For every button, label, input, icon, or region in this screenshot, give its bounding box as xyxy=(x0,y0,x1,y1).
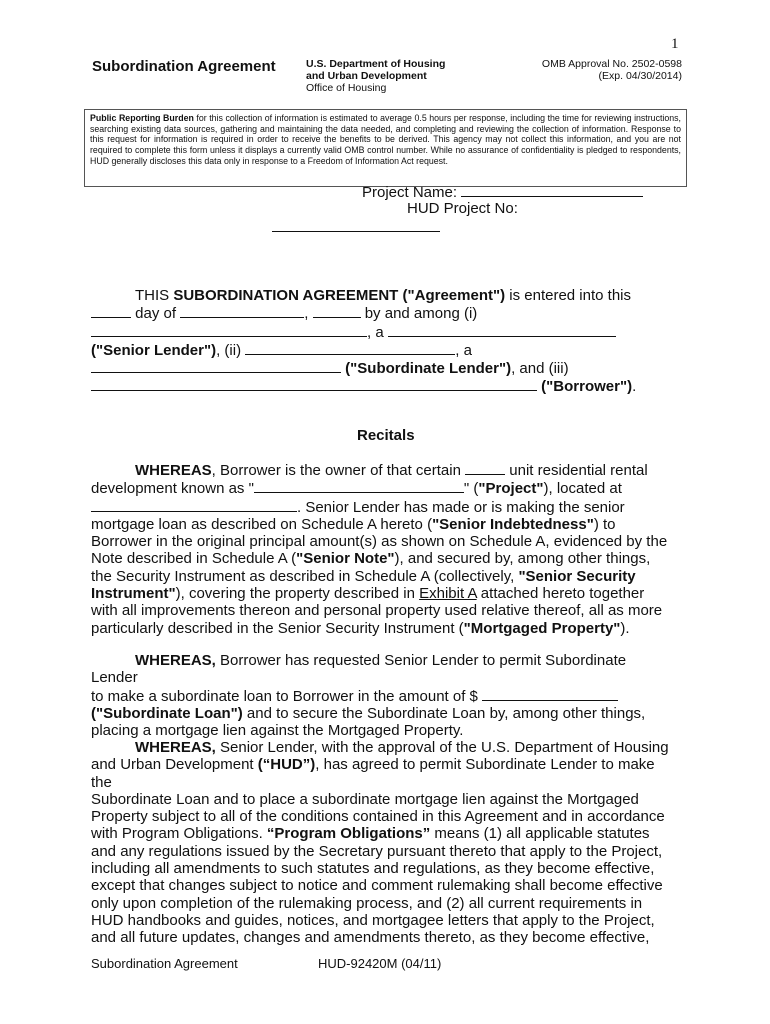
page-number: 1 xyxy=(671,36,679,52)
subordinate-loan-definition: ("Subordinate Loan") xyxy=(91,704,243,722)
development-name-field[interactable] xyxy=(254,479,464,493)
senior-lender-name-field[interactable] xyxy=(91,323,367,337)
mortgaged-property-definition: "Mortgaged Property" xyxy=(463,619,621,637)
dept-line-2: and Urban Development xyxy=(306,70,427,82)
senior-lender-entity-field[interactable] xyxy=(388,323,616,337)
senior-note-definition: "Senior Note" xyxy=(296,550,395,568)
whereas-2: WHEREAS, xyxy=(135,652,216,669)
omb-expiration: (Exp. 04/30/2014) xyxy=(598,70,682,82)
program-obligations-definition: “Program Obligations” xyxy=(266,825,431,843)
month-field[interactable] xyxy=(180,304,304,318)
intro-line-5: ("Subordinate Lender"), and (iii) xyxy=(91,359,651,377)
burden-label: Public Reporting Burden xyxy=(90,113,194,123)
senior-indebtedness-definition: "Senior Indebtedness" xyxy=(432,515,594,533)
exhibit-a-link[interactable]: Exhibit A xyxy=(419,585,477,603)
whereas-1: WHEREAS xyxy=(135,462,212,479)
omb-number: OMB Approval No. 2502-0598 xyxy=(541,58,682,70)
year-field[interactable] xyxy=(313,304,361,318)
intro-line-1: THIS SUBORDINATION AGREEMENT ("Agreement") is entered into this xyxy=(135,287,631,304)
dept-line-1: U.S. Department of Housing xyxy=(306,58,446,70)
unit-count-field[interactable] xyxy=(465,461,505,475)
recitals-heading: Recitals xyxy=(357,427,415,444)
subordinate-lender-entity-field[interactable] xyxy=(91,359,341,373)
project-name-label: Project Name: xyxy=(362,184,458,201)
agreement-title: SUBORDINATION AGREEMENT xyxy=(173,287,399,304)
intro-line-2: day of , by and among (i) xyxy=(91,304,651,322)
recital-1: WHEREAS, Borrower is the owner of that certain unit residential rental development known as " " ("Project"), located at . Senior Lender has made or is making the senior mortgage loan as described on Schedule A hereto ("Senior Indebtedness") to Borrower in the original principal amount(s) as shown on Schedule A, evidenced by the Note described in Schedule A ("Senior Note"), and secured by, among other things, the Security Instrument as described in Schedule A (collectively, "Senior Security Instrument"), covering the property described in Exhibit A attached hereto together with all improvements thereon and personal property used relative thereof, all as more particularly described in the Senior Security Instrument ("Mortgaged Property"). xyxy=(91,462,668,637)
burden-text: for this collection of information is estimated to average 0.5 hours per response, including the time for reviewing instructions, searching existing data sources, gathering and maintaining the data needed, and completing and reviewing the collection of information. Response to this request for information is required in order to receive the benefits to be derived. This agency may not collect this information, and you are not required to complete this form unless it displays a currently valid OMB control number. While no assurance of confidentiality is pledged to respondents, HUD generally discloses this data only in response to a Freedom of Information Act request. xyxy=(90,113,681,166)
hud-project-no-label: HUD Project No: xyxy=(407,200,518,217)
intro-line-4: ("Senior Lender"), (ii) , a xyxy=(91,341,472,359)
subordinate-lender-name-field[interactable] xyxy=(245,341,455,355)
hud-definition: (“HUD”) xyxy=(257,756,316,774)
project-name-line xyxy=(362,183,643,201)
recital-2: WHEREAS, Borrower has requested Senior Lender to permit Subordinate Lender to make a subordinate loan to Borrower in the amount of $ ("Subordinate Loan") and to secure the Subordinate Loan by, among other things, placing a mortgage lien against the Mortgaged Property. xyxy=(91,652,646,740)
project-location-field[interactable] xyxy=(91,498,297,512)
instrument-definition: Instrument" xyxy=(91,585,176,603)
intro-paragraph xyxy=(91,287,651,396)
senior-security-definition: "Senior Security xyxy=(518,567,636,585)
hud-project-no-field[interactable] xyxy=(272,217,440,232)
form-title: Subordination Agreement xyxy=(92,58,276,75)
footer-form-number: HUD-92420M (04/11) xyxy=(318,956,442,971)
project-name-field[interactable] xyxy=(461,183,643,197)
agreement-definition: ("Agreement") xyxy=(402,287,506,304)
recital-3: WHEREAS, Senior Lender, with the approval of the U.S. Department of Housing and Urban Development (“HUD”), has agreed to permit Subordinate Lender to make the Subordinate Loan and to place a subordinate mortgage lien against the Mortgaged Property subject to all of the conditions contained in this Agreement and in accordance with Program Obligations. “Program Obligations” means (1) all applicable statutes and any regulations issued by the Secretary pursuant thereto that apply to the Project, including all amendments to such statutes and regulations, as they become effective, except that changes subject to notice and comment rulemaking shall become effective only upon completion of the rulemaking process, and (2) all current requirements in HUD handbooks and guides, notices, and mortgagee letters that apply to the Project, and all future updates, changes and amendments thereto, as they become effective, xyxy=(91,739,669,947)
day-field[interactable] xyxy=(91,304,131,318)
intro-line-6: ("Borrower"). xyxy=(91,377,651,395)
dept-line-3: Office of Housing xyxy=(306,82,387,94)
subordinate-lender-definition: ("Subordinate Lender") xyxy=(345,360,512,378)
footer-title: Subordination Agreement xyxy=(91,956,238,971)
senior-lender-definition: ("Senior Lender") xyxy=(91,341,217,359)
intro-line-3: , a xyxy=(91,323,651,341)
department-block xyxy=(306,58,445,94)
public-reporting-burden-box xyxy=(84,109,687,187)
project-definition: "Project" xyxy=(478,480,544,498)
borrower-name-field[interactable] xyxy=(91,377,537,391)
omb-approval xyxy=(520,58,682,82)
subordinate-loan-amount-field[interactable] xyxy=(482,687,618,701)
borrower-definition: ("Borrower") xyxy=(541,378,633,396)
whereas-3: WHEREAS, xyxy=(135,739,216,756)
